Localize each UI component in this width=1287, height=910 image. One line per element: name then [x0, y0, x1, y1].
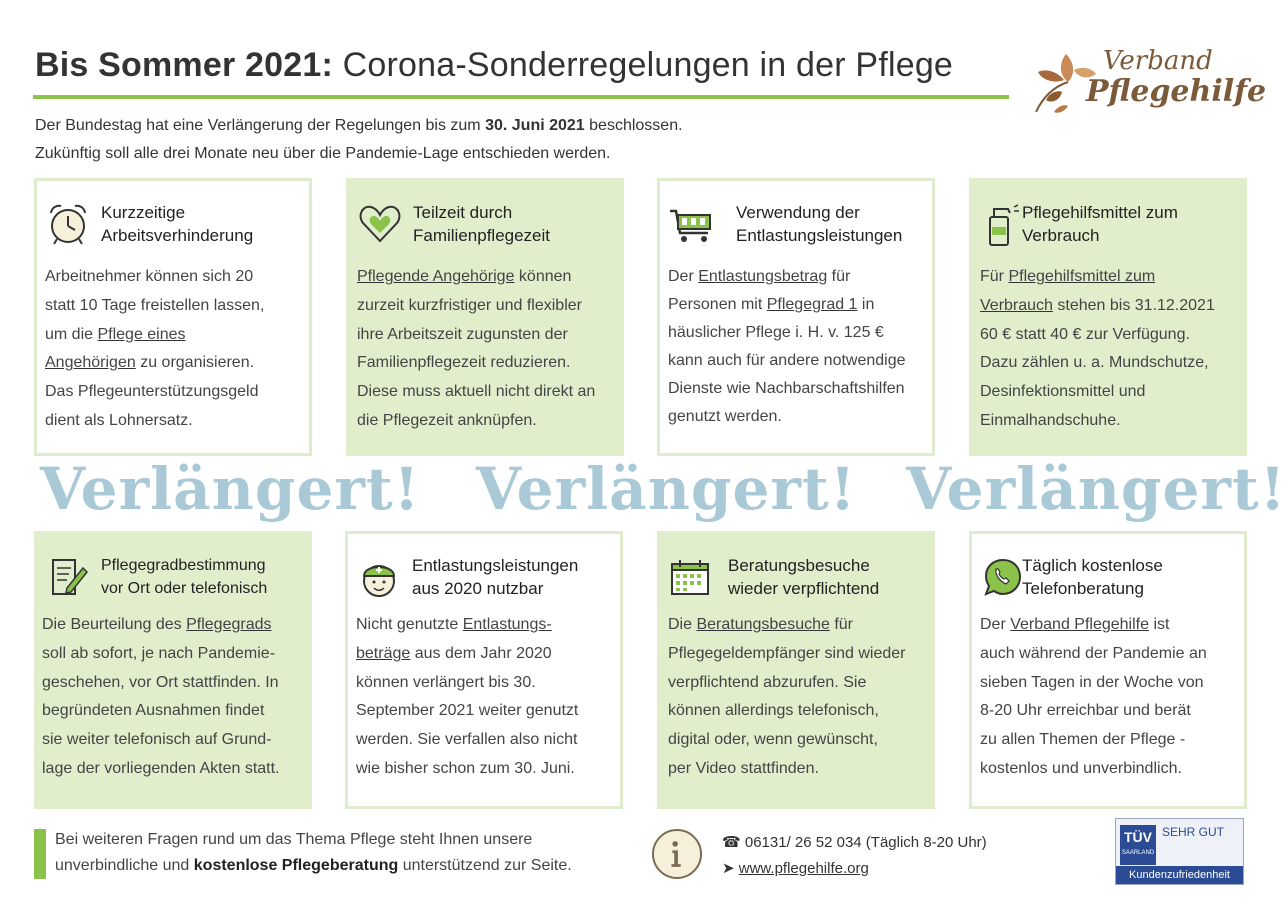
card-body-line: genutzt werden.: [668, 408, 782, 425]
text: in: [857, 296, 875, 313]
arrow-right-icon: ➤: [722, 860, 735, 877]
card-teilzeit-familienpflegezeit: [346, 178, 624, 456]
card-title-line: Teilzeit durch: [413, 203, 513, 222]
calendar-icon: [668, 554, 714, 600]
card-body-line: sieben Tagen in der Woche von: [980, 673, 1204, 691]
intro-date: 30. Juni 2021: [485, 117, 585, 134]
card-body-line: ihre Arbeitszeit zugunsten der: [357, 325, 568, 343]
card-body-line: Arbeitnehmer können sich 20: [45, 268, 254, 285]
intro-line-1-c: beschlossen.: [584, 117, 683, 134]
text: Personen mit: [668, 296, 767, 313]
text: für: [827, 268, 851, 285]
card-body: [980, 263, 1238, 436]
verlaengert-banner-1: Verlängert!: [40, 455, 421, 523]
card-body-line: [356, 640, 614, 669]
card-title-line: Verbrauch: [1022, 226, 1100, 245]
card-body-line: zurzeit kurzfristiger und flexibler: [357, 296, 582, 314]
text: aus dem Jahr 2020: [410, 644, 552, 662]
card-body-line: Dienste wie Nachbarschaftshilfen: [668, 380, 905, 397]
text: Der: [980, 616, 1011, 633]
link-verband-pflegehilfe[interactable]: Verband Pflegehilfe: [1010, 616, 1150, 633]
text: unverbindliche und: [55, 857, 194, 874]
card-title: [413, 201, 550, 247]
card-body: [42, 611, 303, 784]
card-body-line: Desinfektionsmittel und: [980, 383, 1146, 401]
contact-phone[interactable]: [722, 830, 987, 856]
contact-web[interactable]: [722, 856, 987, 882]
title-underline: [33, 95, 1009, 99]
card-body-line: werden. Sie verfallen also nicht: [356, 731, 578, 749]
card-body: [668, 611, 926, 784]
link-betraege[interactable]: beträge: [356, 644, 411, 662]
card-body-line: per Video stattfinden.: [668, 759, 819, 777]
link-pflegende-angehoerige[interactable]: Pflegende Angehörige: [357, 268, 515, 285]
card-body-line: können verlängert bis 30.: [356, 673, 536, 691]
heart-icon: [357, 201, 403, 247]
card-title-line: Pflegegradbestimmung: [101, 557, 266, 574]
card-body-line: kostenlos und unverbindlich.: [980, 759, 1182, 777]
link-pflegegrads[interactable]: Pflegegrads: [186, 616, 272, 633]
card-body-line: [42, 611, 303, 640]
intro-text: [35, 112, 683, 168]
website-link[interactable]: www.pflegehilfe.org: [738, 860, 869, 877]
text: für: [829, 616, 854, 633]
footer-text: [55, 827, 572, 879]
link-pflegegrad-1[interactable]: Pflegegrad 1: [766, 296, 858, 313]
card-body-line: [356, 611, 614, 640]
card-body-line: [980, 263, 1238, 292]
phone-chat-icon: [980, 554, 1026, 600]
card-title-line: vor Ort oder telefonisch: [101, 580, 268, 597]
card-body-line: statt 10 Tage freistellen lassen,: [45, 296, 265, 314]
shopping-cart-icon: [668, 201, 714, 247]
card-body-line: [668, 611, 926, 640]
text: Die: [668, 616, 697, 633]
card-body-line: [668, 291, 926, 319]
card-title-line: Arbeitsverhinderung: [101, 226, 254, 245]
card-title: [728, 554, 879, 600]
link-entlastungsbetrag[interactable]: Entlastungsbetrag: [698, 268, 828, 285]
card-title: [101, 554, 267, 600]
card-beratungsbesuche: [657, 531, 935, 809]
card-title: [1022, 554, 1163, 600]
tuv-brand: TÜV: [1124, 829, 1152, 845]
spray-bottle-icon: [980, 201, 1026, 247]
text: Für: [980, 268, 1009, 285]
card-title-line: aus 2020 nutzbar: [412, 579, 544, 598]
card-body-line: digital oder, wenn gewünscht,: [668, 731, 878, 749]
card-body-line: Das Pflegeunterstützungsgeld: [45, 383, 259, 401]
card-body-line: [45, 349, 303, 378]
card-title-line: Entlastungsleistungen: [736, 226, 903, 245]
card-body-line: [357, 263, 615, 292]
intro-line-1: [35, 112, 683, 140]
intro-line-2: Zukünftig soll alle drei Monate neu über die Pandemie-Lage entschieden werden.: [35, 145, 611, 162]
nurse-icon: [356, 554, 402, 600]
card-title-line: Familienpflegezeit: [413, 226, 551, 245]
card-body-line: [668, 263, 926, 291]
card-body-line: sie weiter telefonisch auf Grund-: [42, 731, 272, 749]
card-title: [101, 201, 253, 247]
phone-number[interactable]: 06131/ 26 52 034 (Täglich 8-20 Uhr): [744, 834, 987, 851]
card-body-line: Familienpflegezeit reduzieren.: [357, 354, 571, 372]
card-entlastungsleistungen-2020: [345, 531, 623, 809]
page-title-rest: Corona-Sonderregelungen in der Pflege: [342, 46, 954, 84]
card-body-line: geschehen, vor Ort stattfinden. In: [42, 673, 279, 691]
card-body-line: können allerdings telefonisch,: [668, 702, 879, 720]
card-body-line: die Pflegezeit anknüpfen.: [357, 411, 537, 429]
header: [35, 46, 1025, 85]
card-body-line: lage der vorliegenden Akten statt.: [42, 759, 280, 777]
logo-text-verband: Verband: [1103, 46, 1213, 76]
card-body-line: verpflichtend abzurufen. Sie: [668, 673, 867, 691]
text: können: [514, 268, 572, 285]
page-title: [35, 46, 1025, 85]
text: Die Beurteilung des: [42, 616, 187, 633]
text: stehen bis 31.12.2021: [1052, 296, 1215, 314]
card-body-line: zu allen Themen der Pflege -: [980, 731, 1186, 749]
card-body-line: [980, 611, 1238, 640]
card-body-line: soll ab sofort, je nach Pandemie-: [42, 644, 276, 662]
text: zu organisieren.: [135, 354, 255, 372]
link-pflegehilfsmittel-zum-verbrauch[interactable]: Pflegehilfsmittel zum: [1008, 268, 1156, 285]
card-title-line: Pflegehilfsmittel zum: [1022, 203, 1178, 222]
verlaengert-banner-2: Verlängert!: [476, 455, 857, 523]
footer-accent-bar: [34, 829, 46, 879]
text: unterstützend zur Seite.: [398, 857, 572, 874]
card-body-line: wie bisher schon zum 30. Juni.: [356, 759, 575, 777]
card-body-line: dient als Lohnersatz.: [45, 411, 193, 429]
card-body-line: Pflegegeldempfänger sind wieder: [668, 644, 906, 662]
link-entlastungsbetraege[interactable]: Entlastungs-: [462, 616, 552, 633]
card-title-line: Entlastungsleistungen: [412, 556, 579, 575]
card-title-line: Beratungsbesuche: [728, 556, 870, 575]
card-title: [736, 201, 902, 247]
card-body-line: [980, 292, 1238, 321]
info-glyph-icon: [654, 831, 700, 877]
card-title-line: Telefonberatung: [1022, 579, 1144, 598]
document-pen-icon: [45, 554, 91, 600]
card-body: [45, 263, 303, 436]
card-body-line: Einmalhandschuhe.: [980, 411, 1121, 429]
link-angehoerigen[interactable]: Angehörigen: [45, 354, 136, 372]
card-body-line: 60 € statt 40 € zur Verfügung.: [980, 325, 1190, 343]
tuv-logo: [1120, 825, 1156, 865]
tuv-rating: SEHR GUT: [1162, 825, 1225, 839]
contact-info: [722, 830, 987, 882]
card-body-line: kann auch für andere notwendige: [668, 352, 906, 369]
card-body-line: auch während der Pandemie an: [980, 644, 1207, 662]
card-pflegegradbestimmung: [34, 531, 312, 809]
tuv-seal: [1115, 818, 1244, 885]
card-title: [1022, 201, 1178, 247]
footer-line-1: Bei weiteren Fragen rund um das Thema Pflege steht Ihnen unsere: [55, 831, 533, 848]
logo-text-pflegehilfe: Pflegehilfe: [1086, 74, 1267, 109]
card-kurzzeitige-arbeitsverhinderung: [34, 178, 312, 456]
alarm-clock-icon: [45, 201, 91, 247]
card-title-line: Täglich kostenlose: [1022, 556, 1163, 575]
card-pflegehilfsmittel: [969, 178, 1247, 456]
card-body-line: Diese muss aktuell nicht direkt an: [357, 383, 596, 401]
card-telefonberatung: [969, 531, 1247, 809]
footer-line-2: [55, 853, 572, 879]
card-body: [357, 263, 615, 436]
card-entlastungsleistungen: [657, 178, 935, 456]
card-title-line: Verwendung der: [736, 203, 860, 222]
page-title-bold: Bis Sommer 2021:: [35, 46, 334, 84]
card-body: [668, 263, 926, 431]
info-icon: [652, 829, 702, 879]
text: Nicht genutzte: [356, 616, 463, 633]
link-pflege-eines-angehoerigen[interactable]: Pflege eines: [97, 325, 186, 343]
card-body-line: Dazu zählen u. a. Mundschutze,: [980, 354, 1209, 372]
text: ist: [1149, 616, 1170, 633]
card-body: [980, 611, 1238, 784]
card-body-line: September 2021 weiter genutzt: [356, 702, 579, 720]
text: um die: [45, 325, 98, 343]
card-title-line: wieder verpflichtend: [728, 579, 880, 598]
card-body-line: häuslicher Pflege i. H. v. 125 €: [668, 324, 884, 341]
phone-icon: ☎: [722, 834, 741, 851]
intro-line-1-a: Der Bundestag hat eine Verlängerung der Regelungen bis zum: [35, 117, 486, 134]
link-beratungsbesuche[interactable]: Beratungsbesuche: [696, 616, 830, 633]
card-title: [412, 554, 578, 600]
text: Der: [668, 268, 699, 285]
logo: [1028, 42, 1267, 122]
footer-bold-beratung: kostenlose Pflegeberatung: [193, 857, 399, 874]
tuv-region: SAARLAND: [1121, 850, 1155, 856]
tuv-caption: Kundenzufriedenheit: [1116, 866, 1243, 884]
card-title-line: Kurzzeitige: [101, 203, 186, 222]
card-body-line: 8-20 Uhr erreichbar und berät: [980, 702, 1191, 720]
card-body-line: [45, 321, 303, 350]
card-body: [356, 611, 614, 784]
verlaengert-banner-3: Verlängert!: [906, 455, 1287, 523]
link-verbrauch[interactable]: Verbrauch: [980, 296, 1053, 314]
card-body-line: begründeten Ausnahmen findet: [42, 702, 265, 720]
